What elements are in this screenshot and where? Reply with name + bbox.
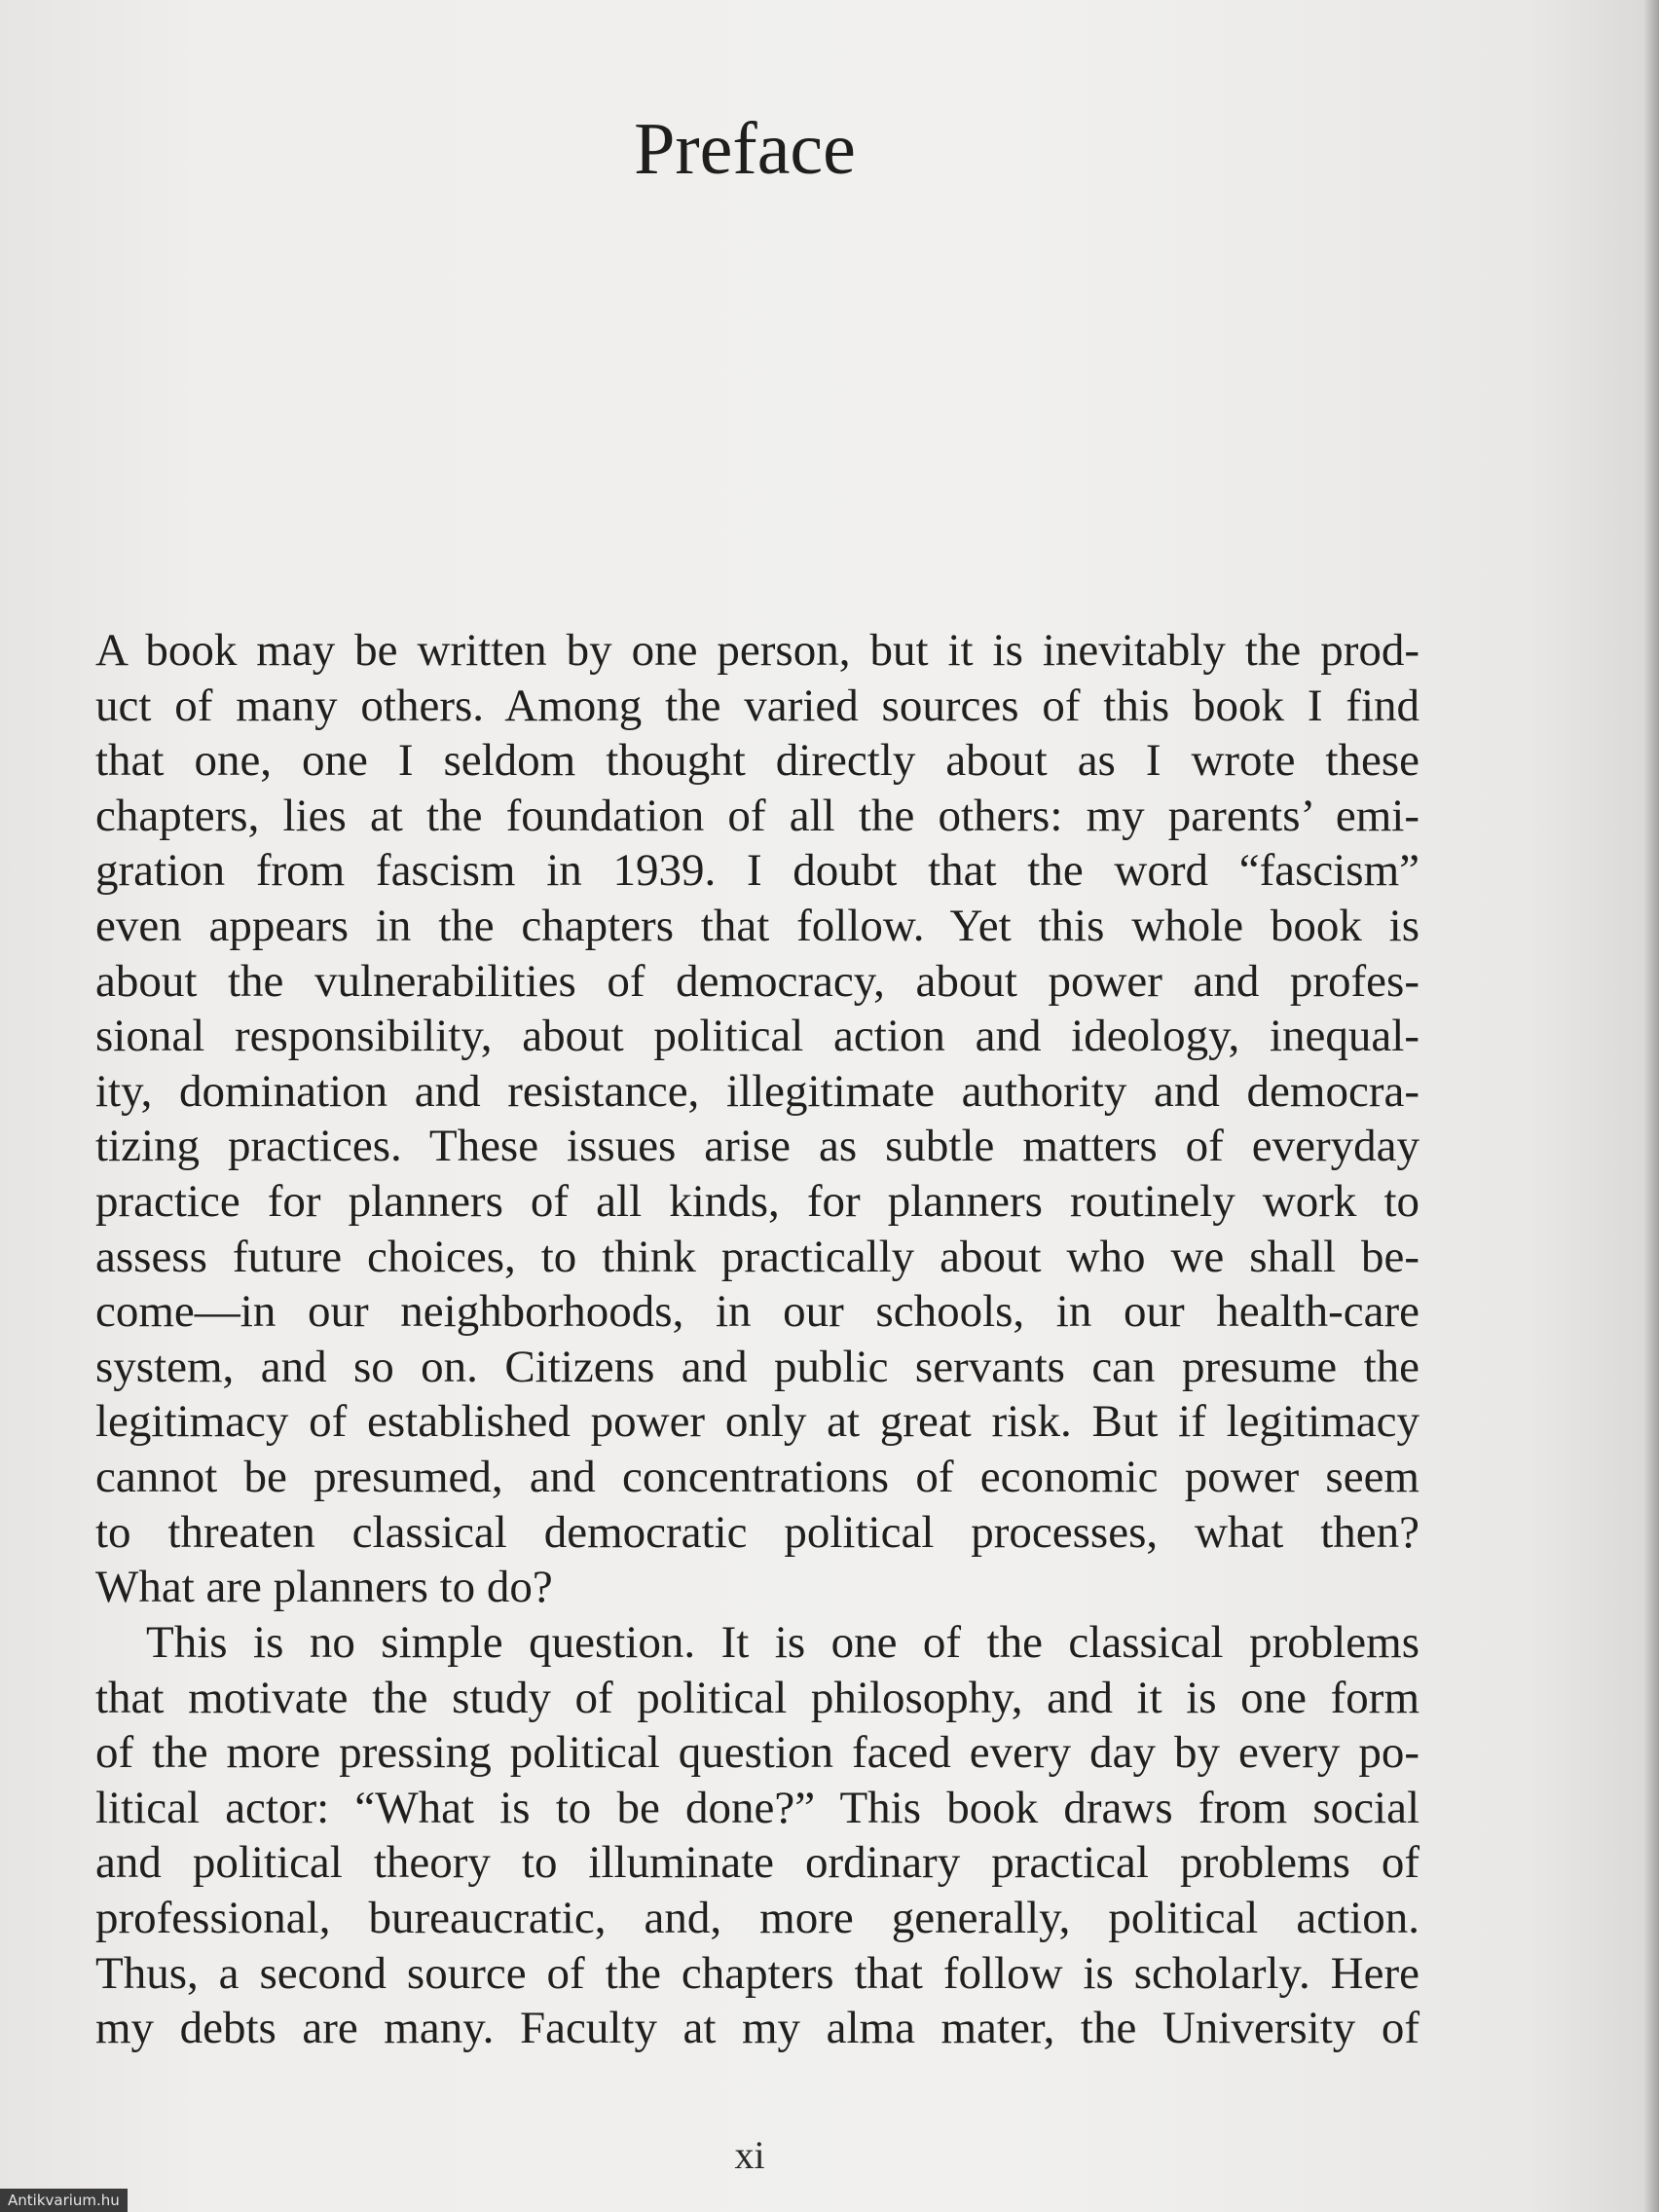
- text-line: to threaten classical democratic political processes, what then?: [95, 1506, 1419, 1558]
- text-line: and political theory to illuminate ordinary practical problems of: [95, 1837, 1419, 1889]
- text-line: uct of many others. Among the varied sources of this book I find: [95, 680, 1419, 731]
- text-line: about the vulnerabilities of democracy, about power and profes-: [95, 955, 1419, 1007]
- paragraph-2: [95, 1615, 1419, 2056]
- page-edge-shadow: [1643, 0, 1659, 2212]
- paragraph-1: [95, 623, 1419, 1615]
- text-line: chapters, lies at the foundation of all the others: my parents’ emi-: [95, 790, 1419, 841]
- text-line: that one, one I seldom thought directly about as I wrote these: [95, 735, 1419, 787]
- text-line: assess future choices, to think practically about who we shall be-: [95, 1231, 1419, 1282]
- text-line: ity, domination and resistance, illegitimate authority and democra-: [95, 1065, 1419, 1117]
- page-title: Preface: [634, 108, 856, 190]
- watermark: Antikvarium.hu: [0, 2189, 128, 2212]
- text-line: of the more pressing political question faced every day by every po-: [95, 1727, 1419, 1779]
- text-line: gration from fascism in 1939. I doubt that the word “fascism”: [95, 845, 1419, 897]
- text-line: sional responsibility, about political action and ideology, inequal-: [95, 1011, 1419, 1062]
- text-line: litical actor: “What is to be done?” This book draws from social: [95, 1782, 1419, 1833]
- text-line: practice for planners of all kinds, for planners routinely work to: [95, 1175, 1419, 1227]
- text-line: cannot be presumed, and concentrations of economic power seem: [95, 1451, 1419, 1502]
- text-line: A book may be written by one person, but it is inevitably the prod-: [95, 625, 1419, 676]
- page-number: xi: [734, 2133, 765, 2177]
- text-line: This is no simple question. It is one of the classical problems: [146, 1617, 1419, 1668]
- text-line: professional, bureaucratic, and, more generally, political action.: [95, 1892, 1419, 1943]
- text-line: even appears in the chapters that follow. Yet this whole book is: [95, 900, 1419, 951]
- text-line: tizing practices. These issues arise as subtle matters of everyday: [95, 1121, 1419, 1172]
- text-line: my debts are many. Faculty at my alma mater, the University of: [95, 2003, 1419, 2054]
- text-line: Thus, a second source of the chapters that follow is scholarly. Here: [95, 1947, 1419, 1999]
- text-line: that motivate the study of political philosophy, and it is one form: [95, 1672, 1419, 1723]
- text-line: What are planners to do?: [95, 1562, 553, 1613]
- text-line: come—in our neighborhoods, in our schools, in our health-care: [95, 1286, 1419, 1338]
- text-line: system, and so on. Citizens and public servants can presume the: [95, 1341, 1419, 1392]
- text-line: legitimacy of established power only at great risk. But if legitimacy: [95, 1396, 1419, 1448]
